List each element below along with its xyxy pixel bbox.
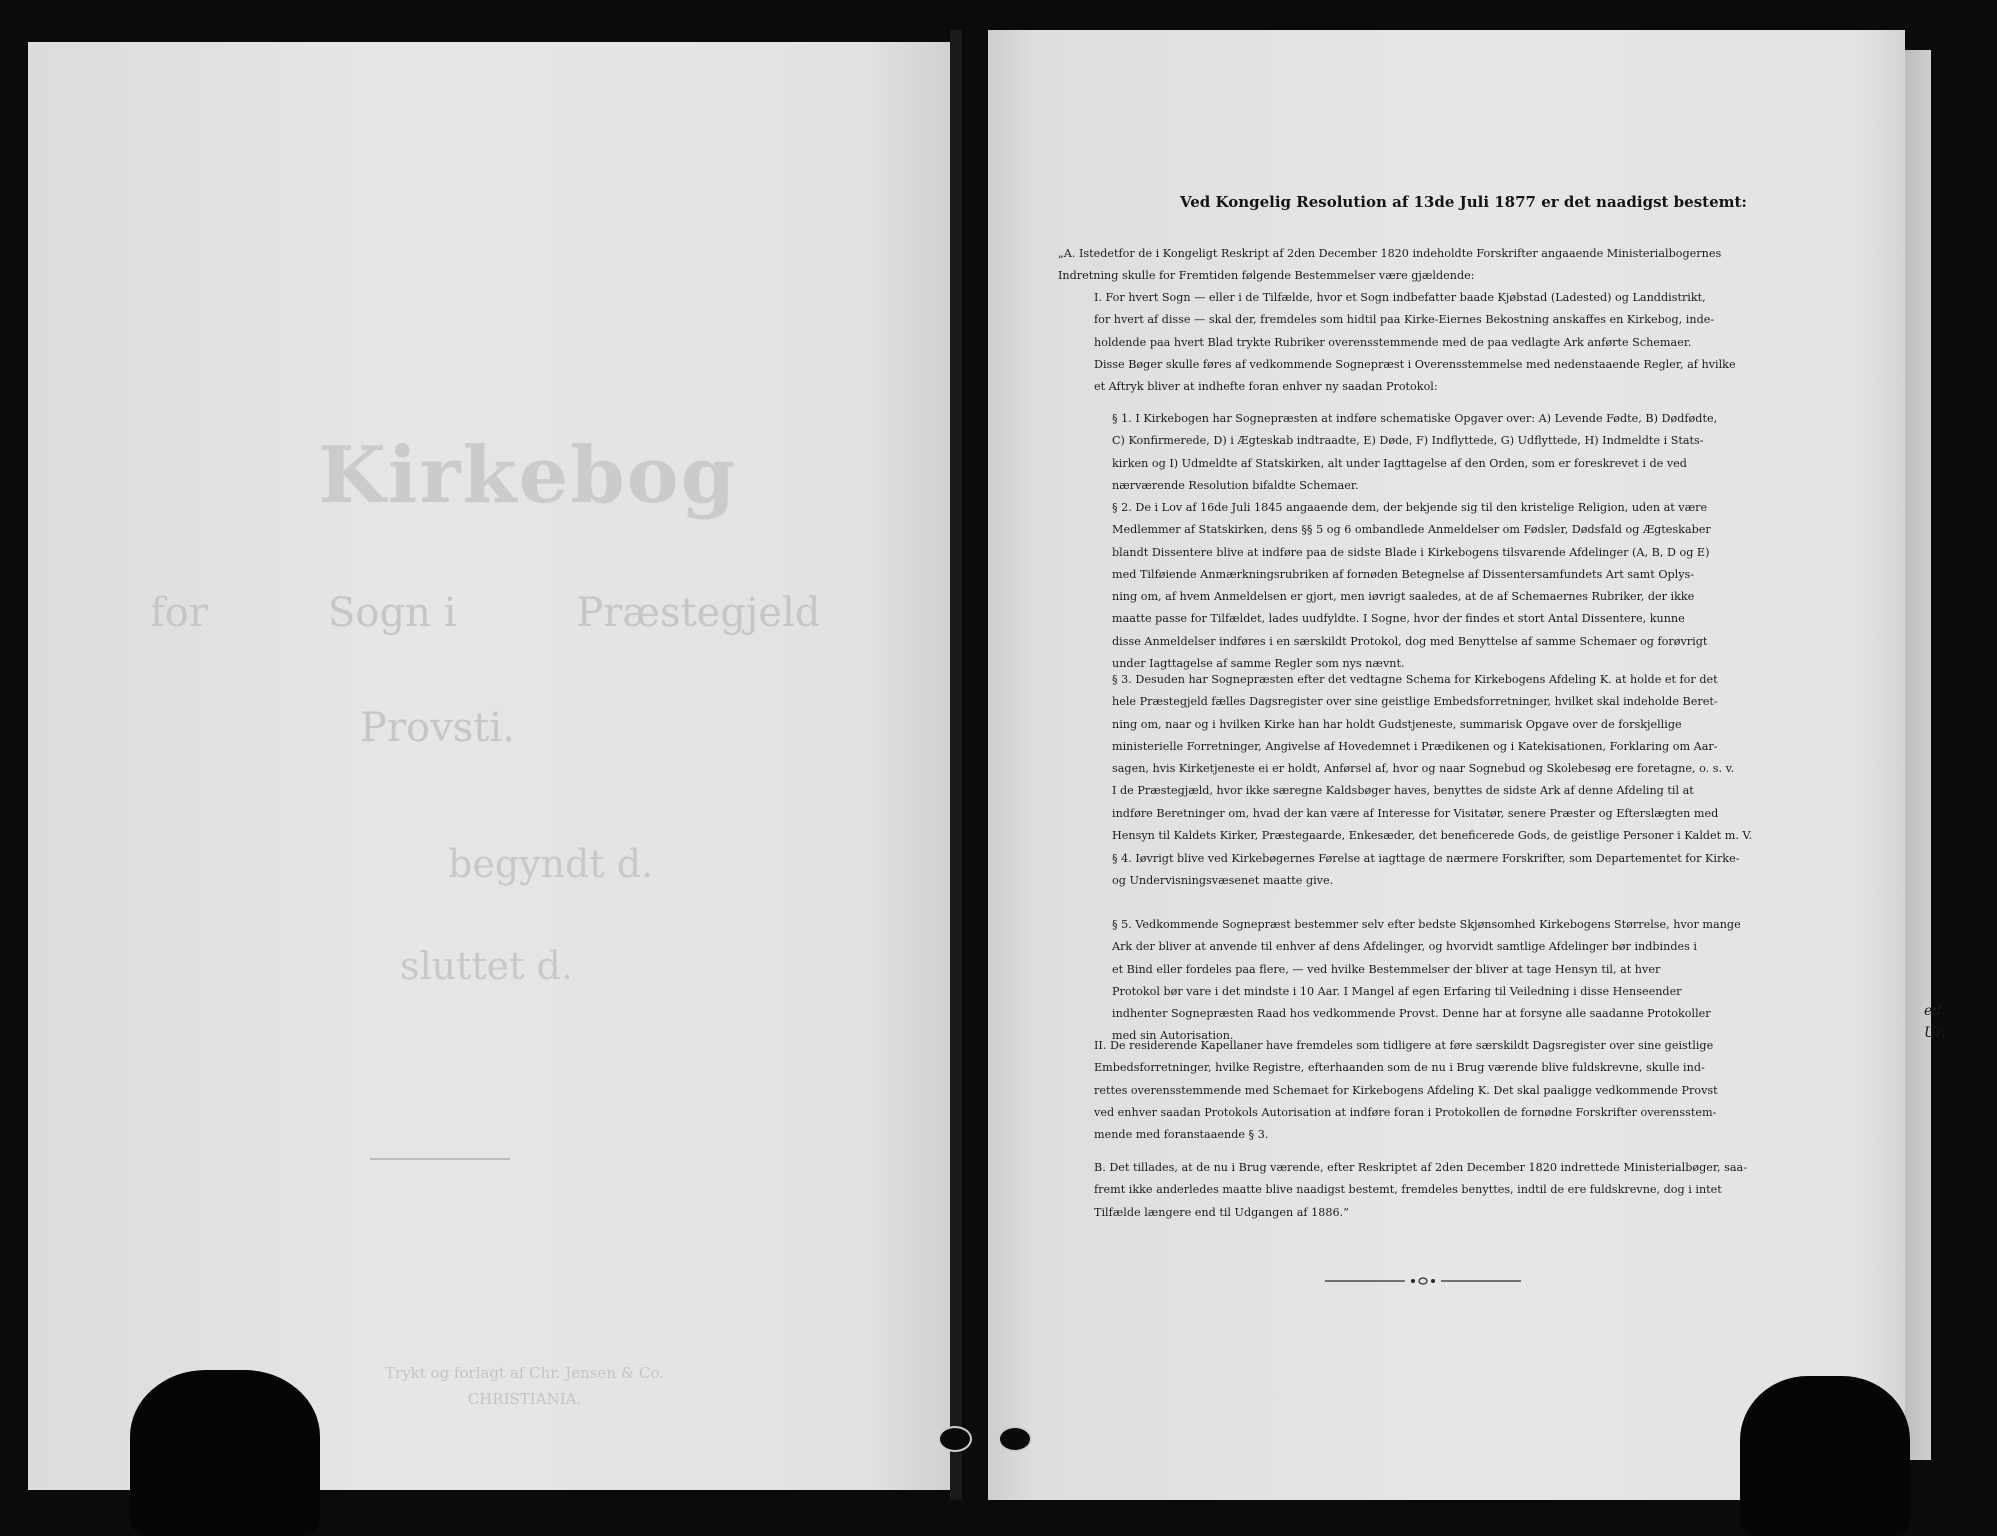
text-line: C) Konfirmerede, D) i Ægteskab indtraadte, E) Døde, F) Indflyttede, G) Udflyttede, H) Indmeldte i Stats- [1112, 434, 1704, 448]
text-line: I de Præstegjæld, hvor ikke særegne Kaldsbøger haves, benyttes de sidste Ark af denne Afdeling til at [1112, 784, 1694, 798]
text-line: § 2. De i Lov af 16de Juli 1845 angaaende dem, der bekjende sig til den kristelige Religion, uden at være [1112, 501, 1708, 514]
text-line: med Tilføiende Anmærkningsrubriken af fornøden Betegnelse af Dissentersamfundets Art samt Oplys- [1112, 567, 1695, 581]
printer-imprint [385, 1360, 664, 1412]
text-line: ning om, naar og i hvilken Kirke han har holdt Gudstjeneste, summarisk Opgave over de forskjellige [1112, 717, 1682, 731]
text-line: med sin Autorisation. [1112, 1029, 1234, 1043]
text-line: § 3. Desuden har Sognepræsten efter det vedtagne Schema for Kirkebogens Afdeling K. at holde et for det [1112, 673, 1718, 686]
binding-clip-left [938, 1426, 972, 1452]
faded-sogn: Sogn i [328, 590, 457, 636]
text-line: mende med foranstaaende § 3. [1094, 1128, 1269, 1142]
printer-line-1: Trykt og forlagt af Chr. Jensen & Co. [385, 1364, 664, 1382]
text-line: Ark der bliver at anvende til enhver af dens Afdelinger, og hvorvidt samtlige Afdelinger bør indbindes i [1112, 940, 1697, 954]
text-line: Protokol bør vare i det mindste i 10 Aar. I Mangel af egen Erfaring til Veiledning i disse Henseender [1112, 984, 1682, 998]
text-line: og Undervisningsvæsenet maatte give. [1112, 874, 1334, 888]
text-line: ministerielle Forretninger, Angivelse af Hovedemnet i Prædikenen og i Katekisationen, Forklaring om Aar- [1112, 739, 1718, 753]
text-line: disse Anmeldelser indføres i en særskildt Protokol, dog med Benyttelse af samme Schemaer og forøvrigt [1112, 634, 1708, 648]
text-line: nærværende Resolution bifaldte Schemaer. [1112, 478, 1359, 492]
text-line: indføre Beretninger om, hvad der kan være af Interesse for Visitatør, senere Præster og Efterslægten med [1112, 806, 1719, 820]
printer-line-2: CHRISTIANIA. [467, 1390, 582, 1408]
text-line: Hensyn til Kaldets Kirker, Præstegaarde, Enkesæder, det beneficerede Gods, de geistlige Personer i Kaldet m. V. [1112, 829, 1753, 843]
faded-praestegjeld: Præstegjeld [576, 590, 821, 636]
faded-for: for [150, 590, 209, 636]
paragraph-ii [1094, 1035, 1718, 1146]
book-spine [950, 30, 962, 1500]
text-line: blandt Dissentere blive at indføre paa de sidste Blade i Kirkebogens tilsvarende Afdelinger (A, B, D og E) [1112, 545, 1710, 559]
paragraph-section-4 [1112, 848, 1740, 893]
text-line: § 4. Iøvrigt blive ved Kirkebøgernes Førelse at iagttage de nærmere Forskrifter, som Departementet for Kirke- [1112, 852, 1740, 865]
text-line: maatte passe for Tilfældet, lades uudfyldte. I Sogne, hvor der findes et stort Antal Dissentere, kunne [1112, 612, 1685, 626]
faded-provsti: Provsti. [360, 705, 515, 751]
text-line: sagen, hvis Kirketjeneste ei er holdt, Anførsel af, hvor og naar Sognebud og Skolebesøg ere foretagne, o. s. v. [1112, 762, 1735, 776]
text-line: et Bind eller fordeles paa flere, — ved hvilke Bestemmelser der bliver at tage Hensyn til, at hver [1112, 962, 1661, 976]
paragraph-i [1094, 287, 1736, 398]
text-line: § 5. Vedkommende Sognepræst bestemmer selv efter bedste Skjønsomhed Kirkebogens Størrelse, hvor mange [1112, 918, 1741, 931]
faded-sluttet: sluttet d. [400, 944, 573, 988]
text-line: holdende paa hvert Blad trykte Rubriker overensstemmende med de paa vedlagte Ark anførte Schemaer. [1094, 335, 1692, 349]
binding-clip-right [998, 1426, 1032, 1452]
faded-line-parish [150, 590, 820, 636]
text-line: ning om, af hvem Anmeldelsen er gjort, men iøvrigt saaledes, at de af Schemaernes Rubriker, der ikke [1112, 590, 1695, 604]
thumb-right [1740, 1376, 1910, 1536]
text-line: Disse Bøger skulle føres af vedkommende Sognepræst i Overensstemmelse med nedenstaaende Regler, af hvilke [1094, 357, 1736, 371]
paragraph-section-5 [1112, 914, 1741, 1048]
margin-note-1: ed. [1924, 1003, 1946, 1019]
text-line: „A. Istedetfor de i Kongeligt Reskript af 2den December 1820 indeholdte Forskrifter angaaende Ministerialbogernes [1058, 247, 1722, 260]
text-line: II. De residerende Kapellaner have fremdeles som tidligere at føre særskildt Dagsregister over sine geistlige [1094, 1039, 1714, 1052]
text-line: I. For hvert Sogn — eller i de Tilfælde, hvor et Sogn indbefatter baade Kjøbstad (Ladested) og Landdistrikt, [1094, 291, 1706, 304]
text-line: Tilfælde længere end til Udgangen af 1886.“ [1094, 1205, 1349, 1219]
text-line: for hvert af disse — skal der, fremdeles som hidtil paa Kirke-Eiernes Bekostning anskaffes en Kirkebog, inde- [1094, 313, 1715, 327]
text-line: rettes overensstemmende med Schemaet for Kirkebogens Afdeling K. Det skal paaligge vedkommende Provst [1094, 1083, 1718, 1097]
paragraph-a [1058, 243, 1721, 288]
left-page-rule [370, 1158, 510, 1160]
text-line: et Aftryk bliver at indhefte foran enhver ny saadan Protokol: [1094, 380, 1438, 394]
text-line: Medlemmer af Statskirken, dens §§ 5 og 6 ombandlede Anmeldelser om Fødsler, Dødsfald og Ægteskaber [1112, 523, 1711, 537]
text-line: hele Præstegjeld fælles Dagsregister over sine geistlige Embedsforretninger, hvilket skal indeholde Beret- [1112, 695, 1718, 709]
left-page [28, 42, 958, 1490]
text-line: § 1. I Kirkebogen har Sognepræsten at indføre schematiske Opgaver over: A) Levende Fødte, B) Dødfødte, [1112, 412, 1718, 425]
text-line: Embedsforretninger, hvilke Registre, efterhaanden som de nu i Brug værende blive fuldskrevne, skulle ind- [1094, 1061, 1705, 1075]
paragraph-section-3 [1112, 669, 1752, 847]
text-line: Indretning skulle for Fremtiden følgende Bestemmelser være gjældende: [1058, 269, 1475, 283]
text-line: B. Det tillades, at de nu i Brug værende, efter Reskriptet af 2den December 1820 indrettede Ministerialbøger, saa- [1094, 1161, 1747, 1174]
paragraph-b [1094, 1157, 1747, 1224]
faded-begyndt: begyndt d. [448, 842, 654, 886]
text-line: kirken og I) Udmeldte af Statskirken, alt under Iagttagelse af den Orden, som er foreskrevet i de ved [1112, 456, 1687, 470]
paragraph-section-2 [1112, 497, 1711, 675]
text-line: ved enhver saadan Protokols Autorisation at indføre foran i Protokollen de fornødne Forskrifter overensstem- [1094, 1105, 1717, 1119]
ornament-divider [1325, 1276, 1521, 1286]
paragraph-section-1 [1112, 408, 1717, 497]
text-line: indhenter Sognepræsten Raad hos vedkommende Provst. Denne har at forsyne alle saadanne Protokoller [1112, 1007, 1711, 1021]
resolution-heading: Ved Kongelig Resolution af 13de Juli 1877 er det naadigst bestemt: [1180, 193, 1747, 211]
margin-handwriting [1924, 1000, 1946, 1044]
margin-note-2: Ur. [1924, 1025, 1946, 1041]
text-line: fremt ikke anderledes maatte blive naadigst bestemt, fremdeles benyttes, indtil de ere fuldskrevne, dog i intet [1094, 1183, 1722, 1197]
thumb-left [130, 1370, 320, 1536]
underlying-page-edge [1905, 50, 1931, 1460]
faded-title: Kirkebog [318, 430, 738, 521]
text-line: under Iagttagelse af samme Regler som nys nævnt. [1112, 657, 1405, 671]
